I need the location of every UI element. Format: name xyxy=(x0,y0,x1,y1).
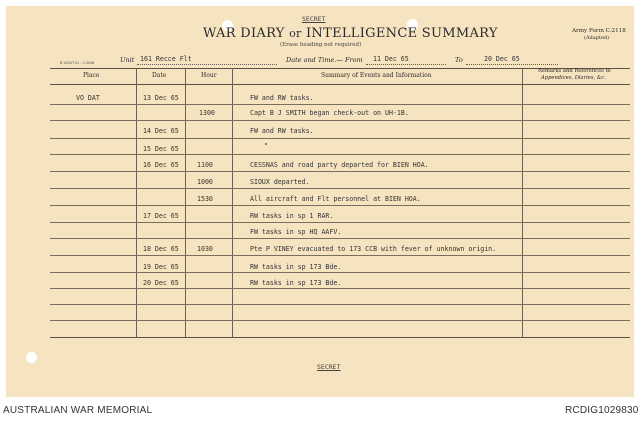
col-divider-4 xyxy=(522,68,523,337)
col-header-hour: Hour xyxy=(201,72,217,79)
row-4-date: 15 Dec 65 xyxy=(143,145,179,153)
from-value: 11 Dec 65 xyxy=(373,55,409,63)
subtitle: (Erase heading not required) xyxy=(280,42,362,48)
row-1-place: VO DAT xyxy=(76,94,100,102)
title-war-diary: WAR DIARY xyxy=(203,26,285,41)
col-header-remarks-1: Remarks and References to xyxy=(538,68,611,74)
row-5-date: 16 Dec 65 xyxy=(143,161,179,169)
row-2-summary: Capt B J SMITH began check-out on UH-1B. xyxy=(250,109,409,117)
row-11-date: 19 Dec 65 xyxy=(143,263,179,271)
col-header-place: Place xyxy=(83,72,100,79)
row-rule xyxy=(50,304,630,305)
row-7-summary: All aircraft and Flt personnel at BIEN HOA. xyxy=(250,195,421,203)
col-header-remarks-2: Appendices, Diaries, &c. xyxy=(541,75,606,81)
punch-hole-bottom xyxy=(26,352,37,363)
row-rule xyxy=(50,238,630,239)
row-rule xyxy=(50,154,630,155)
unit-value: 161 Recce Flt xyxy=(140,55,192,63)
title-intelligence-summary: INTELLIGENCE SUMMARY xyxy=(306,26,498,41)
row-9-summary: FW tasks in sp HQ AAFV. xyxy=(250,228,342,236)
from-line xyxy=(366,64,446,65)
row-10-date: 18 Dec 65 xyxy=(143,245,179,253)
header-bottom-rule xyxy=(50,84,630,85)
to-label: To xyxy=(455,56,463,64)
row-8-date: 17 Dec 65 xyxy=(143,212,179,220)
row-rule xyxy=(50,120,630,121)
row-12-summary: RW tasks in sp 173 Bde. xyxy=(250,279,342,287)
table-bottom-rule xyxy=(50,337,630,338)
form-code: B 1003/T.41 - C.5048 xyxy=(60,61,94,65)
row-2-hour: 1300 xyxy=(199,109,215,117)
unit-line xyxy=(137,64,277,65)
row-rule xyxy=(50,288,630,289)
row-1-date: 13 Dec 65 xyxy=(143,94,179,102)
row-rule xyxy=(50,138,630,139)
title-or: or xyxy=(289,27,302,40)
row-6-summary: SIOUX departed. xyxy=(250,178,310,186)
row-5-hour: 1100 xyxy=(197,161,213,169)
row-rule xyxy=(50,255,630,256)
row-12-date: 20 Dec 65 xyxy=(143,279,179,287)
row-7-hour: 1530 xyxy=(197,195,213,203)
row-8-summary: RW tasks in sp 1 RAR. xyxy=(250,212,334,220)
row-11-summary: RW tasks in sp 173 Bde. xyxy=(250,263,342,271)
row-rule xyxy=(50,104,630,105)
secret-bottom-label: SECRET xyxy=(317,363,341,371)
row-rule xyxy=(50,272,630,273)
col-header-summary: Summary of Events and Information xyxy=(321,72,432,79)
row-rule xyxy=(50,320,630,321)
row-4-summary: " xyxy=(264,142,268,150)
to-line xyxy=(466,64,558,65)
row-10-hour: 1030 xyxy=(197,245,213,253)
row-rule xyxy=(50,171,630,172)
date-time-label xyxy=(286,57,363,64)
col-header-date: Date xyxy=(152,72,167,79)
row-5-summary: CESSNAS and road party departed for BIEN HOA. xyxy=(250,161,429,169)
row-1-summary: FW and RW tasks. xyxy=(250,94,314,102)
row-10-summary: Pte P VINEY evacuated to 173 CCB with fever of unknown origin. xyxy=(250,245,497,253)
row-3-date: 14 Dec 65 xyxy=(143,127,179,135)
from-label: From xyxy=(344,56,363,64)
col-divider-2 xyxy=(185,68,186,337)
col-divider-3 xyxy=(232,68,233,337)
to-value: 20 Dec 65 xyxy=(484,55,520,63)
footer-source: AUSTRALIAN WAR MEMORIAL xyxy=(3,405,153,416)
document-title xyxy=(203,27,498,40)
row-rule xyxy=(50,205,630,206)
row-6-hour: 1000 xyxy=(197,178,213,186)
row-3-summary: FW and RW tasks. xyxy=(250,127,314,135)
row-rule xyxy=(50,188,630,189)
adapted-label: (Adapted) xyxy=(584,35,610,41)
army-form-label: Army Form C.2118 xyxy=(572,28,626,34)
date-time-text: Date and Time.— xyxy=(286,56,343,64)
row-rule xyxy=(50,222,630,223)
secret-top-label: SECRET xyxy=(302,15,326,23)
unit-label: Unit xyxy=(120,56,135,64)
footer-record-id: RCDIG1029830 xyxy=(565,405,639,416)
col-divider-1 xyxy=(136,68,137,337)
